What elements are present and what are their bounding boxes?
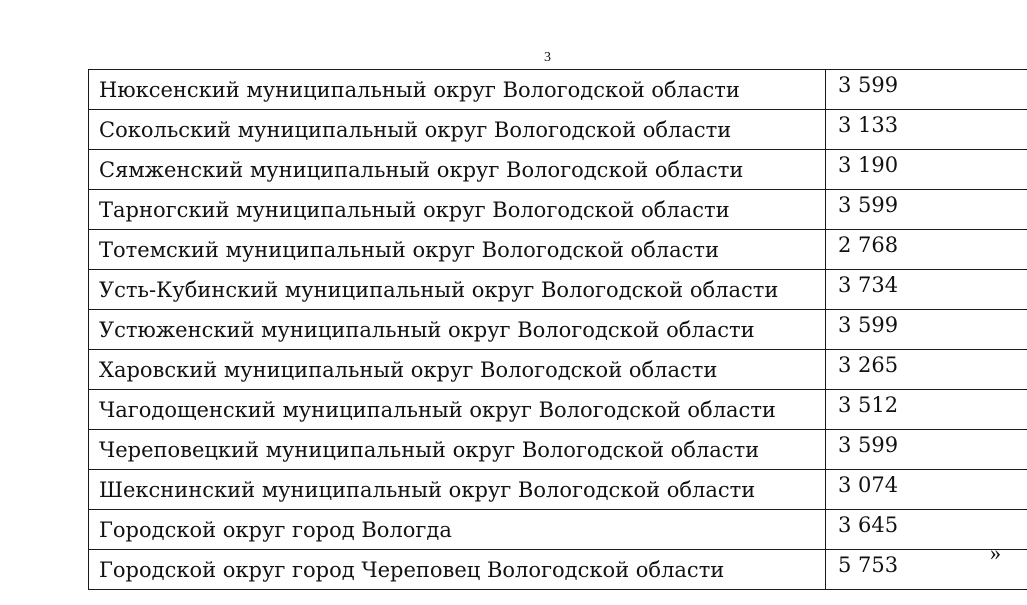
table-row	[89, 70, 1027, 110]
data-table	[88, 69, 1027, 590]
amount-cell: 3 190	[826, 150, 1027, 190]
amount-cell: 3 265	[826, 350, 1027, 390]
amount-cell: 5 753	[826, 550, 1027, 590]
amount-cell: 3 599	[826, 190, 1027, 230]
table-body	[89, 70, 1027, 590]
table-row	[89, 470, 1027, 510]
municipality-name-cell: Тотемский муниципальный округ Вологодской области	[89, 230, 826, 270]
closing-quote-mark: »	[990, 540, 1001, 565]
municipality-name-cell: Харовский муниципальный округ Вологодской области	[89, 350, 826, 390]
municipality-name-cell: Сокольский муниципальный округ Вологодской области	[89, 110, 826, 150]
page-number: 3	[544, 50, 551, 65]
table-row	[89, 550, 1027, 590]
table-row	[89, 390, 1027, 430]
municipality-name-cell: Усть-Кубинский муниципальный округ Вологодской области	[89, 270, 826, 310]
table-row	[89, 430, 1027, 470]
amount-cell: 3 599	[826, 310, 1027, 350]
amount-cell: 3 734	[826, 270, 1027, 310]
municipality-name-cell: Череповецкий муниципальный округ Вологодской области	[89, 430, 826, 470]
municipality-name-cell: Чагодощенский муниципальный округ Вологодской области	[89, 390, 826, 430]
table-row	[89, 350, 1027, 390]
amount-cell: 3 599	[826, 70, 1027, 110]
municipality-name-cell: Городской округ город Вологда	[89, 510, 826, 550]
municipality-name-cell: Сямженский муниципальный округ Вологодской области	[89, 150, 826, 190]
table-row	[89, 270, 1027, 310]
table-row	[89, 110, 1027, 150]
table-row	[89, 230, 1027, 270]
amount-cell: 3 645	[826, 510, 1027, 550]
table-row	[89, 510, 1027, 550]
amount-cell: 3 074	[826, 470, 1027, 510]
table-row	[89, 190, 1027, 230]
amount-cell: 3 133	[826, 110, 1027, 150]
amount-cell: 2 768	[826, 230, 1027, 270]
municipality-name-cell: Нюксенский муниципальный округ Вологодской области	[89, 70, 826, 110]
municipality-name-cell: Устюженский муниципальный округ Вологодской области	[89, 310, 826, 350]
municipality-name-cell: Городской округ город Череповец Вологодской области	[89, 550, 826, 590]
municipality-name-cell: Тарногский муниципальный округ Вологодской области	[89, 190, 826, 230]
municipality-name-cell: Шекснинский муниципальный округ Вологодской области	[89, 470, 826, 510]
allocation-table	[88, 69, 1016, 590]
table-row	[89, 150, 1027, 190]
amount-cell: 3 599	[826, 430, 1027, 470]
amount-cell: 3 512	[826, 390, 1027, 430]
table-row	[89, 310, 1027, 350]
